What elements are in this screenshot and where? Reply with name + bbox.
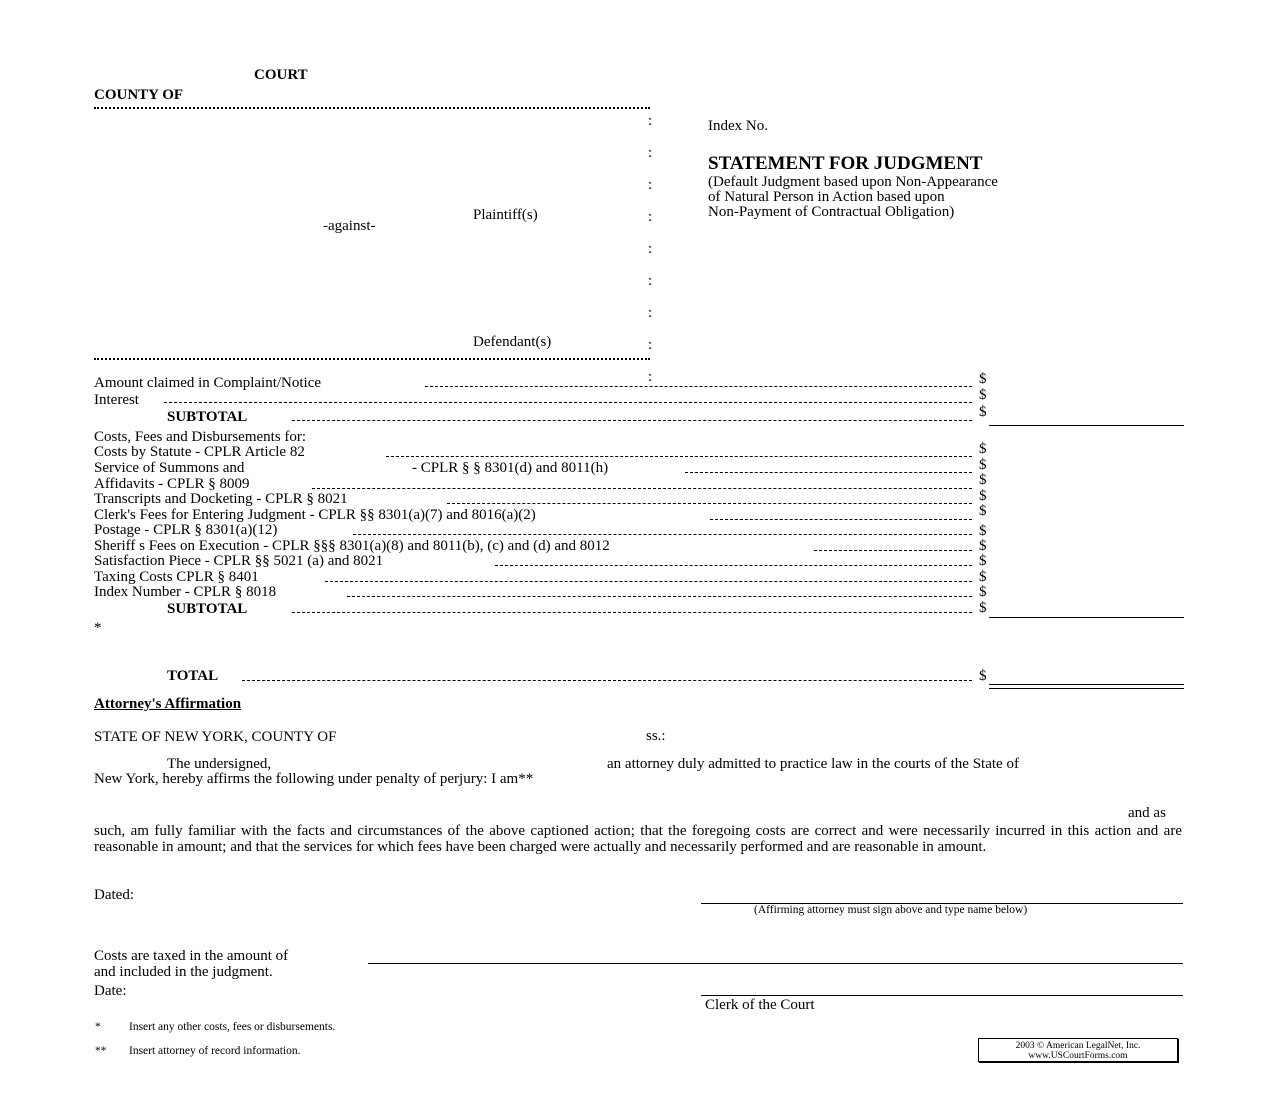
cost-line-service: Service of Summons and <box>94 460 245 476</box>
currency-sign: $ <box>979 387 987 403</box>
dated-label: Dated: <box>94 887 134 903</box>
cost-line-service-cplr: - CPLR § § 8301(d) and 8011(h) <box>412 460 609 476</box>
taxed-amount-line[interactable] <box>368 963 1183 964</box>
footnote-1-text: Insert any other costs, fees or disbursements. <box>129 1021 336 1033</box>
caption-colon: : <box>648 369 653 385</box>
defendant-label: Defendant(s) <box>473 334 552 350</box>
included-label: and included in the judgment. <box>94 964 273 980</box>
taxed-amount-label: Costs are taxed in the amount of <box>94 948 289 964</box>
date-label: Date: <box>94 983 127 999</box>
cost-line-postage: Postage - CPLR § 8301(a)(12) <box>94 522 278 538</box>
caption-colon: : <box>648 113 653 129</box>
document-title: STATEMENT FOR JUDGMENT <box>708 153 983 174</box>
publisher-box <box>978 1038 1178 1062</box>
publisher-website: www.USCourtForms.com <box>1028 1051 1128 1061</box>
currency-sign: $ <box>979 472 987 488</box>
amount-claimed-label: Amount claimed in Complaint/Notice <box>94 375 322 391</box>
currency-sign: $ <box>979 569 987 585</box>
caption-colon: : <box>648 177 653 193</box>
affirmation-body: such, am fully familiar with the facts and circumstances of the above captioned action; that the foregoing costs are correct and were necessarily incurred in this action and are reasonable in amount; and that the services for which fees have been charged were actually and necessarily performed and are reasonable in amount. <box>94 823 1182 855</box>
caption-bottom-divider <box>94 358 650 360</box>
ss-label: ss.: <box>646 728 666 744</box>
cost-leader <box>495 565 972 566</box>
cost-line-clerk-fees: Clerk's Fees for Entering Judgment - CPLR §§ 8301(a)(7) and 8016(a)(2) <box>94 507 536 523</box>
subtotal-1-leader <box>292 420 972 421</box>
and-as-text: and as <box>1128 805 1166 821</box>
currency-sign: $ <box>979 553 987 569</box>
currency-sign: $ <box>979 538 987 554</box>
caption-colon: : <box>648 337 653 353</box>
cost-leader <box>386 456 972 457</box>
index-number-label: Index No. <box>708 118 768 134</box>
currency-sign: $ <box>979 503 987 519</box>
currency-sign: $ <box>979 523 987 539</box>
currency-sign: $ <box>979 404 987 420</box>
cost-leader <box>447 503 972 504</box>
document-subtitle-2: of Natural Person in Action based upon <box>708 189 945 205</box>
interest-label: Interest <box>94 392 139 408</box>
cost-line-sheriff: Sheriff s Fees on Execution - CPLR §§§ 8301(a)(8) and 8011(b), (c) and (d) and 8012 <box>94 538 610 554</box>
caption-colon: : <box>648 209 653 225</box>
publisher-copyright: 2003 © American LegalNet, Inc. <box>1015 1041 1141 1051</box>
caption-colon: : <box>648 273 653 289</box>
costs-heading: Costs, Fees and Disbursements for: <box>94 429 307 445</box>
footnote-1-mark: * <box>95 1021 101 1033</box>
currency-sign: $ <box>979 488 987 504</box>
caption-colon: : <box>648 241 653 257</box>
document-subtitle-3: Non-Payment of Contractual Obligation) <box>708 204 955 220</box>
amount-claimed-leader <box>425 386 972 387</box>
currency-sign: $ <box>979 457 987 473</box>
cost-leader <box>325 581 972 582</box>
total-value-line <box>989 684 1184 685</box>
affirmation-heading: Attorney's Affirmation <box>94 696 242 712</box>
state-county-label: STATE OF NEW YORK, COUNTY OF <box>94 729 337 745</box>
cost-line-index-number: Index Number - CPLR § 8018 <box>94 584 277 600</box>
currency-sign: $ <box>979 584 987 600</box>
currency-sign: $ <box>979 668 987 684</box>
currency-sign: $ <box>979 371 987 387</box>
cost-line-transcripts: Transcripts and Docketing - CPLR § 8021 <box>94 491 348 507</box>
subtotal-1-label: SUBTOTAL <box>167 409 248 425</box>
cost-line-satisfaction: Satisfaction Piece - CPLR §§ 5021 (a) and 8021 <box>94 553 384 569</box>
court-label: COURT <box>254 67 308 83</box>
caption-colon: : <box>648 145 653 161</box>
undersigned-label: The undersigned, <box>167 756 272 772</box>
cost-line-taxing: Taxing Costs CPLR § 8401 <box>94 569 259 585</box>
total-label: TOTAL <box>167 668 219 684</box>
county-label: COUNTY OF <box>94 87 184 103</box>
cost-leader <box>710 519 972 520</box>
perjury-text: New York, hereby affirms the following under penalty of perjury: I am** <box>94 771 534 787</box>
subtotal-2-value-line <box>989 617 1184 618</box>
cost-leader <box>685 472 972 473</box>
clerk-label: Clerk of the Court <box>705 997 815 1013</box>
interest-leader <box>164 402 972 403</box>
cost-line-affidavits: Affidavits - CPLR § 8009 <box>94 476 250 492</box>
subtotal-1-value-line <box>989 425 1184 426</box>
subtotal-2-label: SUBTOTAL <box>167 601 248 617</box>
plaintiff-label: Plaintiff(s) <box>473 207 538 223</box>
total-leader <box>242 680 972 681</box>
footnote-2-text: Insert attorney of record information. <box>129 1045 301 1057</box>
clerk-signature-line[interactable] <box>701 995 1183 996</box>
footnote-2-mark: ** <box>95 1045 107 1057</box>
caption-colon: : <box>648 305 653 321</box>
against-label: -against- <box>323 218 376 234</box>
cost-leader <box>814 550 972 551</box>
cost-line-statute: Costs by Statute - CPLR Article 82 <box>94 444 305 460</box>
caption-top-divider <box>94 107 650 109</box>
cost-leader <box>312 488 972 489</box>
admitted-text: an attorney duly admitted to practice law in the courts of the State of <box>607 756 1019 772</box>
other-costs-asterisk: * <box>94 620 102 636</box>
subtotal-2-leader <box>292 612 972 613</box>
currency-sign: $ <box>979 441 987 457</box>
currency-sign: $ <box>979 600 987 616</box>
document-subtitle-1: (Default Judgment based upon Non-Appearance <box>708 174 998 190</box>
cost-leader <box>347 596 972 597</box>
signature-instruction: (Affirming attorney must sign above and type name below) <box>754 904 1028 916</box>
cost-leader <box>353 534 972 535</box>
total-value-line-double <box>989 688 1184 689</box>
